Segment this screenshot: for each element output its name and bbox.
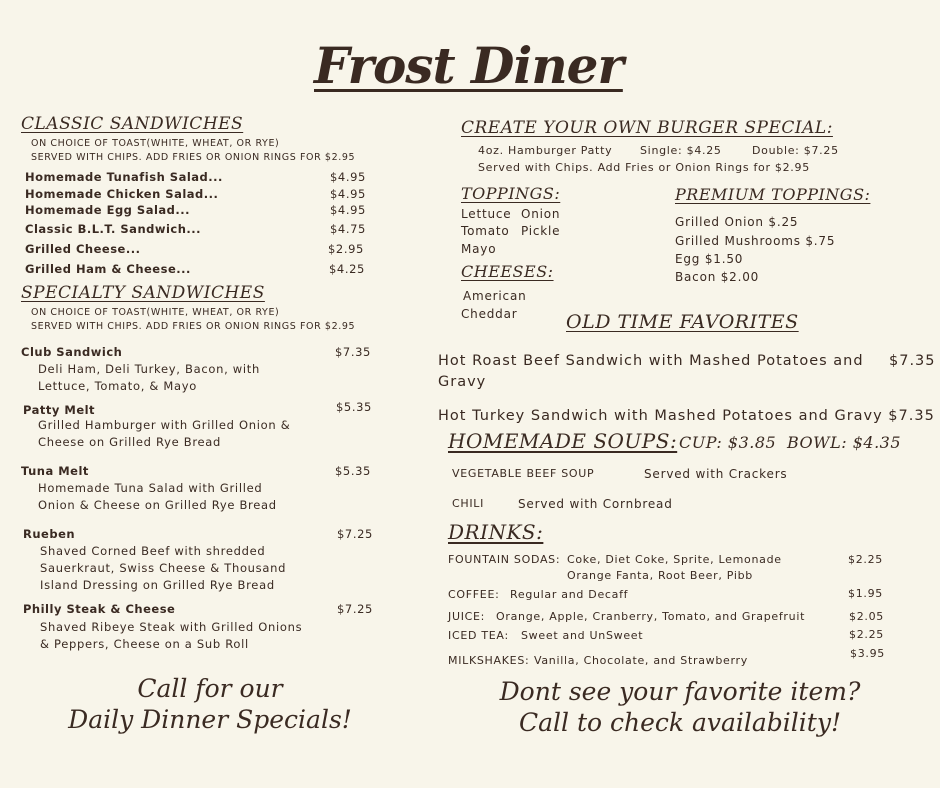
specialty-sandwiches-heading: SPECIALTY SANDWICHES	[21, 283, 265, 303]
menu-item-name: Grilled Cheese...	[25, 242, 141, 256]
drink-options: Orange Fanta, Root Beer, Pibb	[567, 569, 753, 582]
menu-item-price: $4.95	[330, 203, 366, 217]
callout-line: Call to check availability!	[518, 708, 842, 737]
menu-item-price: $4.95	[330, 187, 366, 201]
menu-item-price: $7.25	[337, 602, 373, 616]
drink-label: COFFEE:	[448, 588, 500, 601]
menu-item-description: & Peppers, Cheese on a Sub Roll	[40, 637, 249, 651]
menu-item-price: $2.95	[328, 242, 364, 256]
specialty-chips-note: SERVED WITH CHIPS. ADD FRIES OR ONION RINGS FOR $2.95	[31, 321, 356, 332]
availability-callout	[480, 676, 880, 738]
topping-item: Onion	[521, 207, 561, 221]
page-title: Frost Diner	[314, 36, 623, 95]
premium-topping-item: Egg $1.50	[675, 252, 744, 266]
menu-item-description: Grilled Hamburger with Grilled Onion &	[38, 418, 291, 432]
menu-item-name: Classic B.L.T. Sandwich...	[25, 222, 202, 236]
old-time-item: Hot Roast Beef Sandwich with Mashed Potatoes and	[438, 353, 864, 369]
old-time-item: Gravy	[438, 374, 487, 390]
old-time-favorites-heading: OLD TIME FAVORITES	[566, 311, 799, 333]
menu-item-price: $7.35	[335, 345, 371, 359]
topping-item: Mayo	[461, 242, 497, 256]
callout-line: Call for our	[137, 674, 283, 703]
topping-item: Lettuce	[461, 207, 512, 221]
menu-item-name: Philly Steak & Cheese	[23, 602, 176, 616]
burger-served-note: Served with Chips. Add Fries or Onion Rings for $2.95	[478, 161, 810, 174]
menu-item-name: Homemade Egg Salad...	[25, 203, 190, 217]
premium-topping-item: Bacon $2.00	[675, 270, 760, 284]
menu-item-price: $4.25	[329, 262, 365, 276]
menu-item-name: Grilled Ham & Cheese...	[25, 262, 191, 276]
menu-item-name: Homemade Chicken Salad...	[25, 187, 219, 201]
soup-name: CHILI	[452, 497, 485, 510]
menu-item-price: $5.35	[335, 464, 371, 478]
burger-double-price: Double: $7.25	[752, 144, 839, 157]
menu-item-price: $4.75	[330, 222, 366, 236]
burger-special-heading: CREATE YOUR OWN BURGER SPECIAL:	[461, 118, 833, 138]
drink-price: $2.05	[849, 610, 884, 623]
menu-item-name: Patty Melt	[23, 403, 96, 417]
soup-side: Served with Crackers	[644, 467, 788, 481]
drink-label: ICED TEA:	[448, 629, 509, 642]
classic-toast-note: ON CHOICE OF TOAST(WHITE, WHEAT, OR RYE)	[31, 138, 280, 149]
menu-item-description: Onion & Cheese on Grilled Rye Bread	[38, 498, 277, 512]
old-time-item-price: $7.35	[889, 353, 936, 369]
menu-item-description: Cheese on Grilled Rye Bread	[38, 435, 222, 449]
menu-item-description: Sauerkraut, Swiss Cheese & Thousand	[40, 561, 287, 575]
premium-topping-item: Grilled Mushrooms $.75	[675, 234, 836, 248]
burger-single-price: Single: $4.25	[640, 144, 722, 157]
menu-item-price: $4.95	[330, 170, 366, 184]
classic-chips-note: SERVED WITH CHIPS. ADD FRIES OR ONION RINGS FOR $2.95	[31, 152, 356, 163]
cheese-item: American	[463, 289, 527, 303]
drink-options: Vanilla, Chocolate, and Strawberry	[534, 654, 748, 667]
drink-label: JUICE:	[448, 610, 486, 623]
specialty-toast-note: ON CHOICE OF TOAST(WHITE, WHEAT, OR RYE)	[31, 307, 280, 318]
daily-specials-callout	[20, 673, 400, 735]
homemade-soups-heading: HOMEMADE SOUPS:	[448, 429, 678, 453]
menu-item-name: Homemade Tunafish Salad...	[25, 170, 223, 184]
drinks-heading: DRINKS:	[448, 520, 544, 544]
topping-item: Pickle	[521, 224, 561, 238]
soup-bowl-price: BOWL: $4.35	[787, 433, 902, 452]
topping-item: Tomato	[461, 224, 510, 238]
premium-topping-item: Grilled Onion $.25	[675, 215, 799, 229]
drink-price: $3.95	[850, 647, 885, 660]
menu-item-price: $7.25	[337, 527, 373, 541]
menu-item-description: Shaved Ribeye Steak with Grilled Onions	[40, 620, 303, 634]
drink-price: $1.95	[848, 587, 883, 600]
drink-label: MILKSHAKES:	[448, 654, 530, 667]
menu-item-description: Deli Ham, Deli Turkey, Bacon, with	[38, 362, 260, 376]
menu-item-description: Island Dressing on Grilled Rye Bread	[40, 578, 275, 592]
callout-line: Daily Dinner Specials!	[68, 705, 352, 734]
drink-options: Orange, Apple, Cranberry, Tomato, and Grapefruit	[496, 610, 806, 623]
old-time-item: Hot Turkey Sandwich with Mashed Potatoes and Gravy $7.35	[438, 408, 935, 424]
premium-toppings-heading: PREMIUM TOPPINGS:	[675, 185, 871, 204]
soup-side: Served with Cornbread	[518, 497, 673, 511]
callout-line: Dont see your favorite item?	[499, 677, 861, 706]
classic-sandwiches-heading: CLASSIC SANDWICHES	[21, 114, 244, 134]
drink-label: FOUNTAIN SODAS:	[448, 553, 561, 566]
cheese-item: Cheddar	[461, 307, 518, 321]
toppings-heading: TOPPINGS:	[461, 184, 561, 203]
burger-patty: 4oz. Hamburger Patty	[478, 144, 613, 157]
menu-item-price: $5.35	[336, 400, 372, 414]
drink-options: Regular and Decaff	[510, 588, 629, 601]
drink-price: $2.25	[849, 628, 884, 641]
menu-item-name: Rueben	[23, 527, 76, 541]
menu-item-description: Lettuce, Tomato, & Mayo	[38, 379, 198, 393]
soup-cup-price: CUP: $3.85	[679, 433, 777, 452]
menu-item-name: Tuna Melt	[21, 464, 89, 478]
menu-item-description: Homemade Tuna Salad with Grilled	[38, 481, 263, 495]
drink-options: Coke, Diet Coke, Sprite, Lemonade	[567, 553, 782, 566]
drink-price: $2.25	[848, 553, 883, 566]
menu-item-description: Shaved Corned Beef with shredded	[40, 544, 266, 558]
drink-options: Sweet and UnSweet	[521, 629, 644, 642]
cheeses-heading: CHEESES:	[461, 262, 554, 281]
soup-name: VEGETABLE BEEF SOUP	[452, 467, 595, 480]
menu-item-name: Club Sandwich	[21, 345, 123, 359]
